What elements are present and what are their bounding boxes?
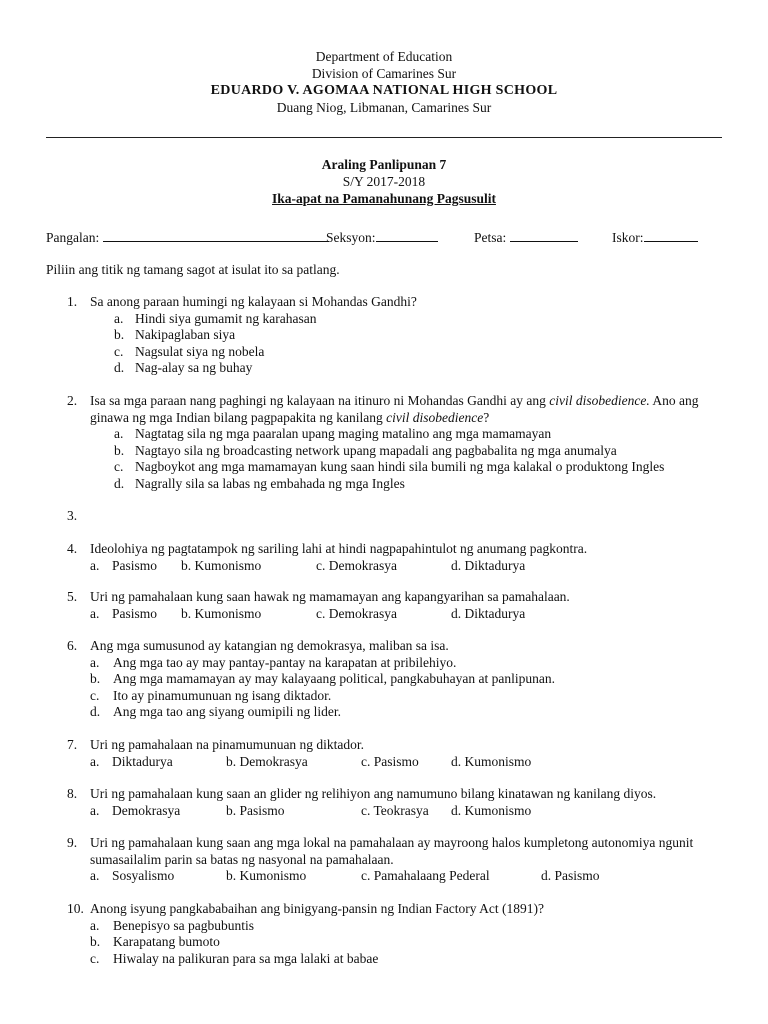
option-text: Ang mga tao ay may pantay-pantay na karapatan at pribilehiyo.: [113, 654, 457, 670]
option-b: [114, 443, 727, 460]
option-c: [114, 459, 727, 476]
section-blank[interactable]: [376, 228, 438, 242]
option-letter: a.: [90, 605, 100, 621]
question-number: 9.: [67, 835, 78, 850]
question-text: Ang mga sumusunod ay katangian ng demokrasya, maliban sa isa.: [90, 638, 449, 653]
score-blank[interactable]: [644, 228, 698, 242]
question-number: 2.: [67, 393, 78, 408]
option-text: Ang mga mamamayan ay may kalayaang political, pangkabuhayan at panlipunan.: [113, 671, 555, 686]
question-text: Anong isyung pangkababaihan ang binigyang-pansin ng Indian Factory Act (1891)?: [90, 901, 545, 916]
question-7: [67, 737, 727, 770]
option-letter: c.: [90, 687, 100, 703]
option-b-text: b. Pasismo: [226, 802, 285, 818]
option-text: Nagsulat siya ng nobela: [135, 343, 265, 359]
exam-title: Ika-apat na Pamanahunang Pagsusulit: [272, 191, 496, 206]
question-number: 10.: [67, 901, 84, 916]
option-a-text: Diktadurya: [112, 753, 173, 769]
name-label: Pangalan:: [46, 230, 100, 245]
division-line: Division of Camarines Sur: [311, 66, 457, 81]
option-letter: b.: [114, 327, 125, 342]
text-part: Ano ang ginawa ng mga Indian bilang pagpapakita ng kanilang: [90, 393, 699, 425]
school-name: EDUARDO V. AGOMAA NATIONAL HIGH SCHOOL: [210, 83, 558, 98]
option-text: Nakipaglaban siya: [135, 327, 236, 342]
question-1: [67, 294, 727, 377]
date-blank[interactable]: [510, 228, 578, 242]
option-c-text: c. Pamahalaang Pederal: [361, 868, 490, 883]
question-number: 3.: [67, 508, 78, 523]
option-b-text: b. Demokrasya: [226, 753, 308, 769]
question-text: Uri ng pamahalaan kung saan ang mga lokal na pamahalaan ay mayroong halos kumpletong autonomiya ngunit sumasailalim parin sa batas ng nasyonal na pamahalaan.: [90, 835, 694, 867]
option-row: [90, 754, 727, 771]
school-address: Duang Niog, Libmanan, Camarines Sur: [276, 100, 492, 115]
question-4: [67, 541, 727, 574]
option-c-text: c. Demokrasya: [316, 605, 397, 621]
option-text: Nagrally sila sa labas ng embahada ng mga Ingles: [135, 475, 405, 491]
option-letter: a.: [90, 753, 100, 769]
option-text: Nagtatag sila ng mga paaralan upang maging matalino ang mga mamamayan: [135, 426, 552, 441]
option-letter: d.: [114, 360, 125, 375]
option-row: [90, 868, 727, 885]
option-letter: b.: [114, 442, 125, 458]
option-b-text: b. Kumonismo: [226, 868, 307, 883]
option-letter: d.: [90, 704, 101, 719]
question-number: 1.: [67, 294, 78, 309]
option-a: [90, 918, 727, 935]
option-text: Nagboykot ang mga mamamayan kung saan hindi sila bumili ng mga kalakal o produktong Ingles: [135, 459, 665, 474]
section-field: [326, 228, 438, 246]
option-b: [90, 671, 727, 688]
option-a: [114, 311, 727, 328]
option-d-text: d. Diktadurya: [451, 605, 526, 621]
option-d: [90, 704, 727, 721]
question-text: [90, 393, 727, 426]
question-5: [67, 589, 727, 622]
question-text: Ideolohiya ng pagtatampok ng sariling lahi at hindi nagpapahintulot ng anumang pagkontra.: [90, 541, 588, 556]
option-letter: c.: [114, 459, 124, 474]
subject-block: [0, 156, 768, 207]
score-field: [612, 228, 698, 246]
option-letter: a.: [90, 802, 100, 818]
option-a-text: Demokrasya: [112, 802, 181, 818]
option-letter: c.: [90, 950, 100, 966]
option-letter: d.: [114, 475, 125, 491]
option-d-text: d. Diktadurya: [451, 557, 526, 573]
option-b-text: b. Kumonismo: [181, 557, 262, 573]
text-part: Isa sa mga paraan nang paghingi ng kalayaan na itinuro ni Mohandas Gandhi ay ang: [90, 393, 550, 408]
option-c: [90, 951, 727, 968]
option-row: [90, 803, 727, 820]
option-c: [114, 344, 727, 361]
question-2: [67, 393, 727, 492]
question-number: 6.: [67, 638, 78, 653]
name-blank[interactable]: [103, 228, 329, 242]
instruction: Piliin ang titik ng tamang sagot at isulat ito sa patlang.: [46, 262, 340, 277]
question-number: 5.: [67, 589, 78, 604]
section-label: Seksyon:: [326, 230, 376, 245]
option-letter: b.: [90, 671, 101, 686]
option-a-text: Pasismo: [112, 605, 158, 621]
question-6: [67, 638, 727, 721]
option-d-text: d. Pasismo: [541, 868, 600, 883]
question-3: [67, 508, 727, 525]
option-b: [90, 934, 727, 951]
option-text: Hiwalay na palikuran para sa mga lalaki at babae: [113, 950, 379, 966]
school-header: [0, 48, 768, 116]
option-d-text: d. Kumonismo: [451, 802, 532, 818]
option-text: Hindi siya gumamit ng karahasan: [135, 310, 317, 326]
italic-term: civil disobedience.: [549, 393, 650, 408]
option-a-text: Sosyalismo: [112, 868, 175, 883]
option-text: Nagtayo sila ng broadcasting network upang mapadali ang pagbabalita ng mga anumalya: [135, 442, 617, 458]
option-letter: c.: [114, 343, 124, 359]
question-text: Uri ng pamahalaan na pinamumunuan ng diktador.: [90, 737, 365, 752]
option-row: [90, 558, 727, 575]
option-letter: a.: [114, 426, 124, 441]
option-d: [114, 476, 727, 493]
option-b: [114, 327, 727, 344]
question-text: Uri ng pamahalaan kung saan hawak ng mamamayan ang kapangyarihan sa pamahalaan.: [90, 589, 570, 604]
header-divider: [46, 137, 722, 138]
option-text: Ang mga tao ang siyang oumipili ng lider.: [113, 704, 341, 719]
option-row: [90, 606, 727, 623]
option-c-text: c. Pasismo: [361, 753, 419, 769]
question-number: 4.: [67, 541, 78, 556]
date-field: [474, 228, 578, 246]
option-text: Ito ay pinamumunuan ng isang diktador.: [113, 687, 332, 703]
option-b-text: b. Kumonismo: [181, 605, 262, 621]
question-number: 8.: [67, 786, 78, 801]
option-a-text: Pasismo: [112, 557, 158, 573]
department-line: Department of Education: [315, 49, 453, 64]
question-text: Uri ng pamahalaan kung saan an glider ng relihiyon ang namumuno bilang kinatawan ng kanilang diyos.: [90, 786, 657, 801]
question-10: [67, 901, 727, 967]
name-field: [46, 228, 329, 246]
date-label: Petsa:: [474, 230, 507, 245]
question-8: [67, 786, 727, 819]
question-text: Sa anong paraan humingi ng kalayaan si Mohandas Gandhi?: [90, 294, 417, 309]
italic-term: civil disobedience: [386, 409, 484, 425]
option-letter: a.: [90, 654, 100, 670]
question-text-empty: [90, 508, 727, 525]
option-letter: a.: [90, 917, 100, 933]
student-info-fields: [46, 228, 722, 248]
score-label: Iskor:: [612, 230, 644, 245]
question-number: 7.: [67, 737, 78, 752]
option-c-text: c. Teokrasya: [361, 802, 429, 818]
option-letter: a.: [90, 557, 100, 573]
option-text: Benepisyo sa pagbubuntis: [113, 917, 254, 933]
option-a: [90, 655, 727, 672]
option-d: [114, 360, 727, 377]
question-9: [67, 835, 727, 885]
school-year: S/Y 2017-2018: [342, 174, 426, 189]
option-letter: a.: [114, 310, 124, 326]
option-letter: a.: [90, 868, 100, 883]
text-part: ?: [483, 409, 490, 425]
option-c: [90, 688, 727, 705]
option-text: Karapatang bumoto: [113, 934, 220, 949]
option-d-text: d. Kumonismo: [451, 753, 532, 769]
subject-title: Araling Panlipunan 7: [321, 157, 447, 172]
option-letter: b.: [90, 934, 101, 949]
option-a: [114, 426, 727, 443]
option-c-text: c. Demokrasya: [316, 557, 397, 573]
option-text: Nag-alay sa ng buhay: [135, 360, 253, 375]
